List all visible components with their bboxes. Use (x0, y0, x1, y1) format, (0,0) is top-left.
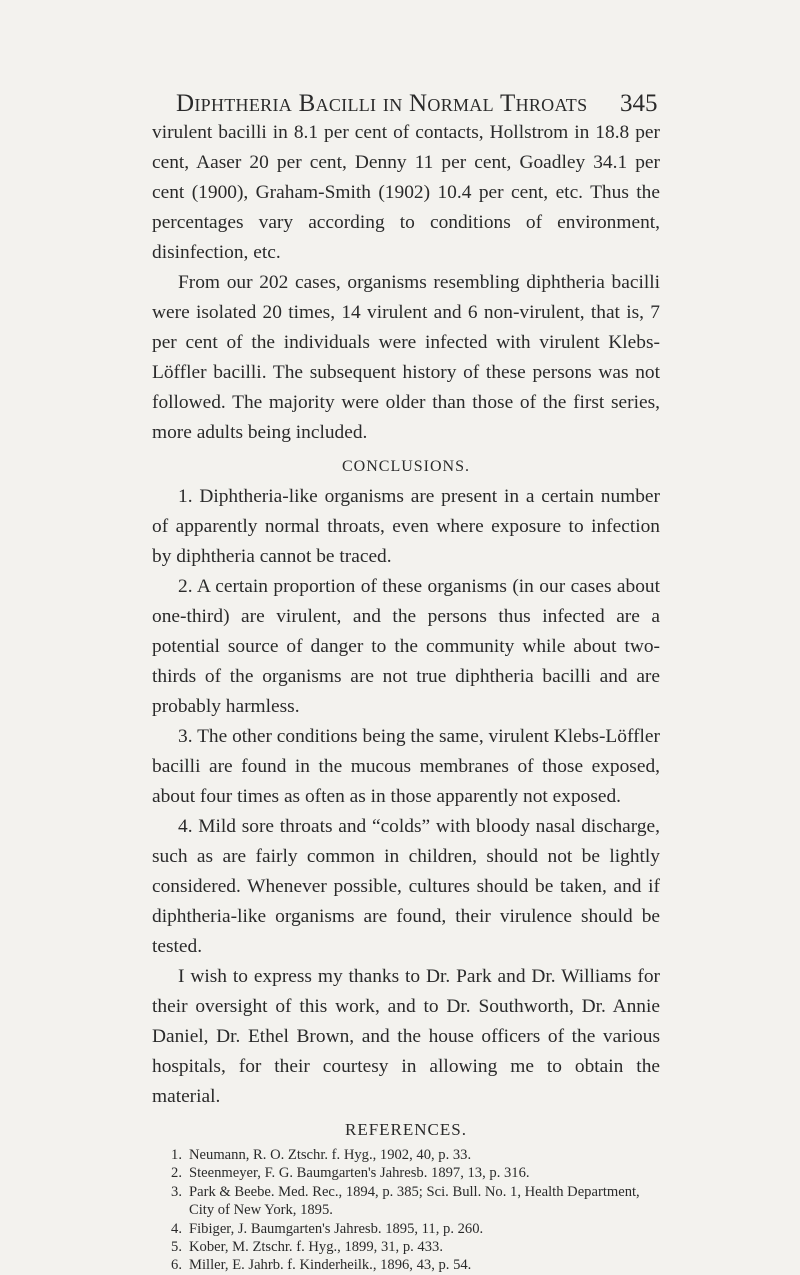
conclusion-item: 3. The other conditions being the same, virulent Klebs-Löffler bacilli are found in the mucous membranes of those exposed, about four times as often as in those apparently not exposed. (152, 726, 660, 807)
conclusion-item: 1. Diphtheria-like organisms are present in a certain number of apparently normal throats, even where exposure to infection by diphtheria cannot be traced. (152, 486, 660, 567)
reference-number: 2. (171, 1165, 182, 1182)
conclusion-item: 4. Mild sore throats and “colds” with bloody nasal discharge, such as are fairly common in children, should not be lightly considered. Whenever possible, cultures should be taken, and if diphtheria-like organisms are found, their virulence should be tested. (152, 816, 660, 957)
reference-number: 4. (171, 1220, 182, 1237)
reference-text: Steenmeyer, F. G. Baumgarten's Jahresb. 1897, 13, p. 316. (189, 1165, 530, 1182)
acknowledgment-paragraph: I wish to express my thanks to Dr. Park and Dr. Williams for their oversight of this work, and to Dr. Southworth, Dr. Annie Daniel, Dr. Ethel Brown, and the house officers of the various hospitals, for their courtesy in allowing me to obtain the material. (152, 966, 660, 1107)
reference-item (152, 1146, 660, 1164)
reference-text: Fibiger, J. Baumgarten's Jahresb. 1895, 11, p. 260. (189, 1220, 484, 1237)
reference-text: Miller, E. Jahrb. f. Kinderheilk., 1896, 43, p. 54. (189, 1257, 472, 1274)
reference-item (152, 1220, 660, 1238)
reference-number: 3. (171, 1183, 182, 1200)
paragraph: From our 202 cases, organisms resembling diphtheria bacilli were isolated 20 times, 14 virulent and 6 non-virulent, that is, 7 per cent of the individuals were infected with virulent Klebs-Löffler bacilli. The subsequent history of these persons was not followed. The majority were older than those of the first series, more adults being included. (152, 272, 660, 443)
reference-item (152, 1183, 660, 1220)
reference-list (152, 1146, 660, 1275)
reference-text: Kober, M. Ztschr. f. Hyg., 1899, 31, p. 433. (189, 1239, 443, 1256)
reference-item (152, 1164, 660, 1182)
conclusion-item: 2. A certain proportion of these organisms (in our cases about one-third) are virulent, and the persons thus infected are a potential source of danger to the community while about two-thirds of the organisms are not true diphtheria bacilli and are probably harmless. (152, 576, 660, 717)
paragraph: virulent bacilli in 8.1 per cent of contacts, Hollstrom in 18.8 per cent, Aaser 20 per cent, Denny 11 per cent, Goadley 34.1 per cent (1900), Graham-Smith (1902) 10.4 per cent, etc. Thus the percentages vary according to conditions of environment, disinfection, etc. (152, 122, 660, 263)
reference-number: 1. (171, 1147, 182, 1163)
reference-item (152, 1256, 660, 1274)
reference-text: Park & Beebe. Med. Rec., 1894, p. 385; Sci. Bull. No. 1, Health Department, City of New York, 1895. (189, 1183, 640, 1219)
reference-item (152, 1238, 660, 1256)
conclusions-heading: CONCLUSIONS. (341, 458, 470, 475)
page-number: 345 (620, 90, 658, 117)
reference-text: Neumann, R. O. Ztschr. f. Hyg., 1902, 40, p. 33. (189, 1147, 472, 1163)
references-heading: REFERENCES. (345, 1120, 467, 1139)
running-title: Diphtheria Bacilli in Normal Throats (176, 90, 588, 117)
reference-number: 5. (171, 1239, 182, 1256)
reference-number: 6. (171, 1257, 182, 1274)
body-text (152, 118, 660, 1275)
